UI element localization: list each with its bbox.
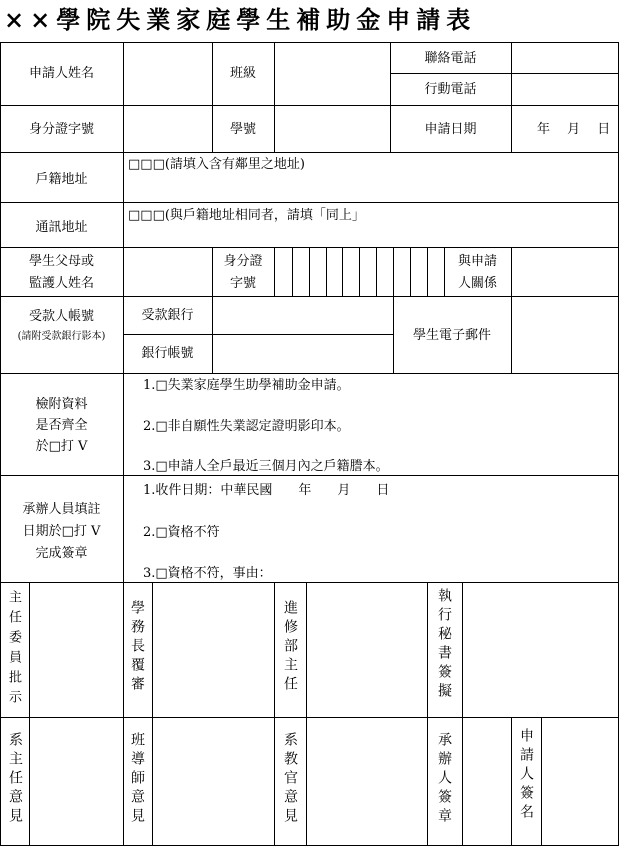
form-title: ××學院失業家庭學生補助金申請表 [4,5,477,34]
student-id-label: 學號 [229,122,256,137]
class-field[interactable] [275,43,390,105]
bank-account-field[interactable] [213,335,393,373]
attachments-label-line3: 於□打 V [35,439,88,454]
mobile-phone-label: 行動電話 [424,82,477,97]
attachments-label-line1: 檢附資料 [35,397,88,412]
dept-head-field[interactable] [30,718,123,845]
academic-dean-label: 學務長覆審 [129,600,145,695]
handler-sign-label: 承辦人簽章 [436,732,452,827]
guardian-id-label-line2: 字號 [229,276,256,291]
attachments-label-line2: 是否齊全 [35,418,88,433]
staff-label-line3: 完成簽章 [35,546,88,561]
household-address-field[interactable]: □□□(請填入含有鄰里之地址) [128,157,305,172]
dept-instructor-field[interactable] [307,718,427,845]
guardian-id-digit-boxes[interactable] [275,248,444,296]
household-address-label: 戶籍地址 [35,172,88,187]
student-email-label: 學生電子郵件 [412,328,491,343]
student-id-field[interactable] [275,106,390,152]
applicant-sign-field[interactable] [542,718,618,845]
executive-secretary-label: 執行秘書簽擬 [436,588,452,702]
dept-instructor-label: 系教官意見 [282,732,298,827]
applicant-sign-label: 申請人簽名 [518,728,534,823]
id-number-field[interactable] [124,106,212,152]
apply-date-label: 申請日期 [424,122,477,137]
disqualified-reason-item[interactable]: 3.□資格不符，事由： [143,566,272,581]
dept-head-label: 系主任意見 [7,732,23,827]
student-email-field[interactable] [512,297,618,373]
relation-label-line2: 人關係 [457,276,497,291]
relation-label-line1: 與申請 [457,254,497,269]
payee-account-note: (請附受款銀行影本) [17,331,106,342]
attachment-item-3[interactable]: 3.□申請人全戶最近三個月內之戶籍謄本。 [143,459,389,474]
receiving-bank-label: 受款銀行 [141,308,194,323]
class-advisor-label: 班導師意見 [129,732,145,827]
guardian-id-label-line1: 身分證 [223,254,263,269]
staff-label-line2: 日期於□打 V [22,524,101,539]
receipt-date-item[interactable]: 1.收件日期：中華民國 年 月 日 [143,483,390,498]
director-label: 主任委員批示 [6,590,21,710]
attachment-item-1[interactable]: 1.□失業家庭學生助學補助金申請。 [143,378,350,393]
applicant-name-label: 申請人姓名 [28,66,94,81]
disqualified-item[interactable]: 2.□資格不符 [143,525,220,540]
director-field[interactable] [30,583,123,717]
contact-phone-field[interactable] [512,43,618,73]
id-number-label: 身分證字號 [28,122,94,137]
mobile-phone-field[interactable] [512,74,618,105]
class-advisor-field[interactable] [153,718,274,845]
mailing-address-label: 通訊地址 [35,220,88,235]
mailing-address-field[interactable]: □□□(與戶籍地址相同者，請填「同上」 [128,208,365,223]
class-label: 班級 [229,66,256,81]
apply-date-field[interactable]: 年 月 日 [537,122,611,137]
guardian-name-field[interactable] [124,248,212,296]
applicant-name-field[interactable] [124,43,212,105]
handler-sign-field[interactable] [463,718,511,845]
academic-dean-field[interactable] [153,583,274,717]
contact-phone-label: 聯絡電話 [424,51,477,66]
guardian-name-label-line1: 學生父母或 [28,254,94,269]
bank-account-label: 銀行帳號 [141,346,194,361]
receiving-bank-field[interactable] [213,297,393,334]
guardian-name-label-line2: 監護人姓名 [28,276,94,291]
payee-account-label: 受款人帳號 [28,309,94,324]
attachment-item-2[interactable]: 2.□非自願性失業認定證明影印本。 [143,419,350,434]
staff-label-line1: 承辦人員填註 [22,502,101,517]
executive-secretary-field[interactable] [463,583,618,717]
continuing-ed-director-field[interactable] [307,583,427,717]
relation-field[interactable] [512,248,618,296]
continuing-ed-director-label: 進修部主任 [282,600,298,695]
